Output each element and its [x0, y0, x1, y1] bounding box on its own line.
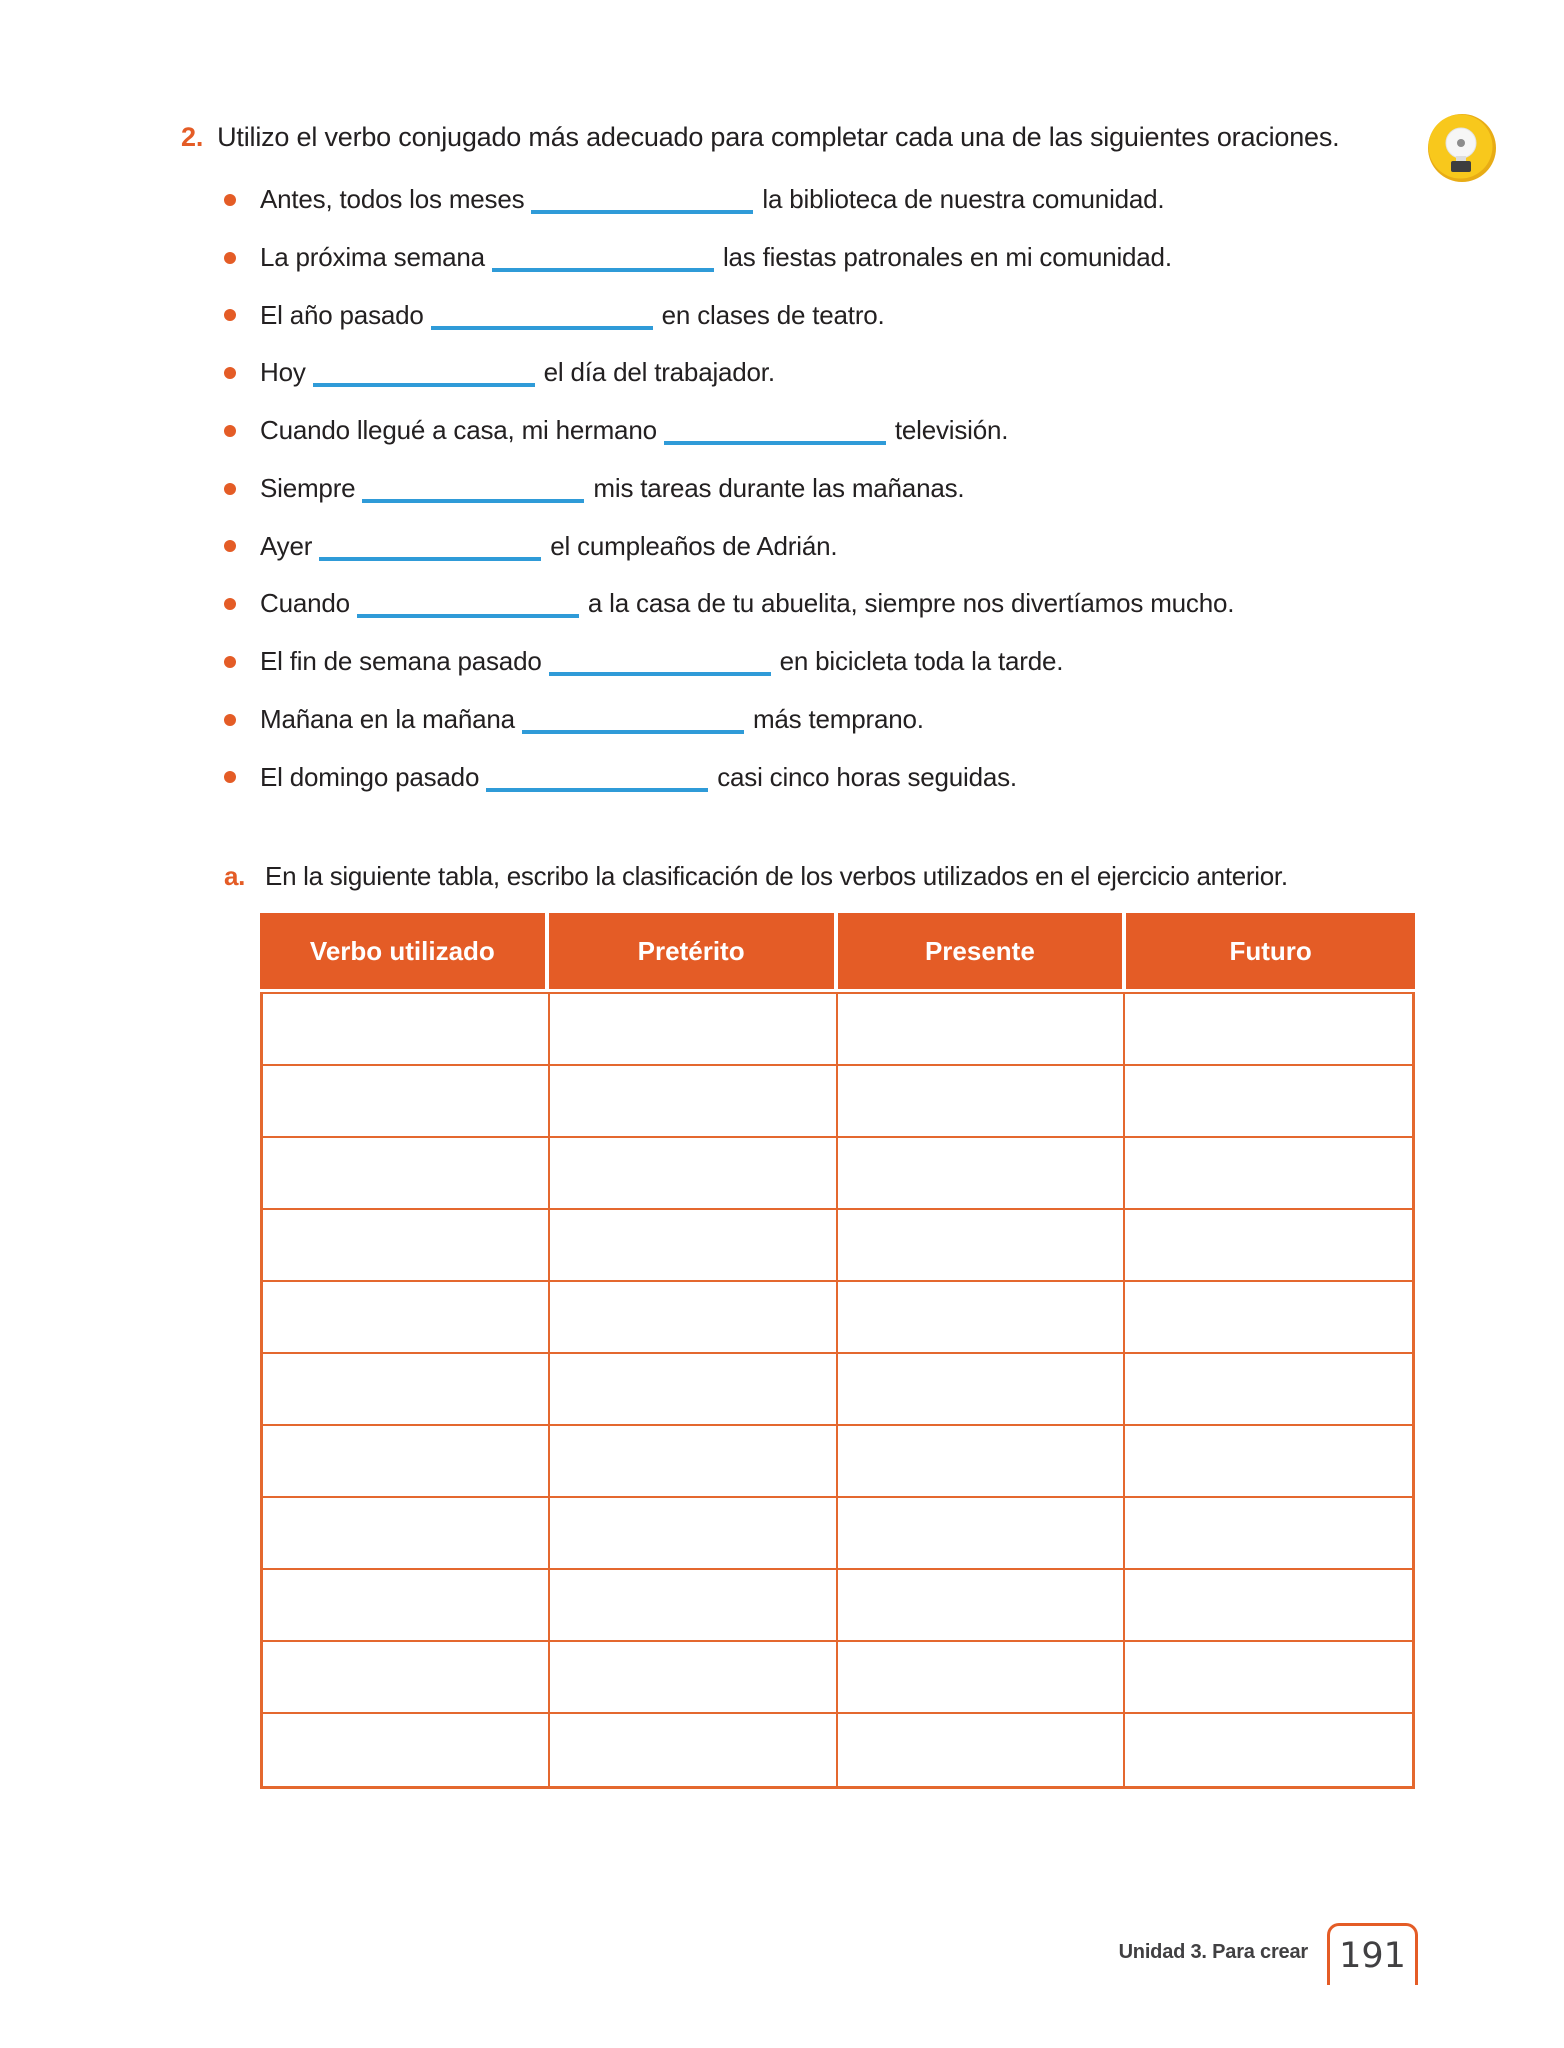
footer-section-label: Unidad 3. Para crear: [1118, 1941, 1308, 1963]
table-cell: [263, 1426, 550, 1498]
table-cell: [550, 1066, 837, 1138]
table-cell: [838, 1210, 1125, 1282]
sentence-text: Hoy: [260, 357, 306, 388]
table-body: [260, 992, 1415, 1789]
table-cell: [263, 994, 550, 1066]
table-cell: [1125, 1426, 1412, 1498]
table-cell: [838, 1138, 1125, 1210]
sentence-text: televisión.: [894, 415, 1009, 445]
table-header-cell: Futuro: [1229, 935, 1312, 966]
sentence-text: a la casa de tu abuelita, siempre nos divertíamos mucho.: [587, 588, 1235, 619]
table-cell: [1125, 1282, 1412, 1354]
sentence-item: [224, 691, 1494, 749]
sentence-text: Ayer: [260, 530, 313, 561]
table-header-row: [260, 913, 1415, 989]
table-cell: [838, 994, 1125, 1066]
sentence-item: [224, 402, 1494, 460]
sentence-text: Antes, todos los meses: [260, 184, 525, 214]
table-cell: [1125, 1138, 1412, 1210]
fill-blank-line: [522, 730, 744, 734]
table-cell: [550, 1210, 837, 1282]
table-header-cell: Presente: [838, 913, 1127, 989]
table-cell: [1125, 1714, 1412, 1786]
fill-blank-line: [431, 326, 653, 330]
table-cell: [550, 1426, 837, 1498]
table-cell: [550, 1138, 837, 1210]
sentence-item: [224, 287, 1494, 345]
table-cell: [263, 1570, 550, 1642]
sentence-text: casi cinco horas seguidas.: [717, 761, 1017, 792]
table-cell: [838, 1570, 1125, 1642]
table-cell: [263, 1498, 550, 1570]
table-header-cell: Verbo utilizado: [260, 913, 549, 989]
exercise-heading: [181, 118, 1426, 156]
page-number-box: [1327, 1923, 1418, 1985]
sub-item-a: [224, 858, 1494, 894]
sentence-text: más temprano.: [752, 703, 924, 734]
sentence-item: [224, 229, 1494, 287]
table-cell: [838, 1642, 1125, 1714]
table-cell: [550, 1498, 837, 1570]
fill-blank-line: [664, 441, 886, 445]
sentence-text: el cumpleaños de Adrián.: [550, 530, 838, 561]
table-cell: [838, 1354, 1125, 1426]
sentence-item: [224, 171, 1494, 229]
sentence-item: [224, 749, 1494, 807]
table-header-cell: Pretérito: [549, 913, 838, 989]
exercise-instruction: Utilizo el verbo conjugado más adecuado para completar cada una de las siguientes oraciones.: [217, 122, 1340, 152]
sentence-text: Siempre: [260, 472, 356, 503]
table-cell: [263, 1714, 550, 1786]
sentence-text: La próxima semana: [260, 241, 485, 272]
table-cell: [550, 1642, 837, 1714]
sentence-text: El domingo pasado: [260, 761, 480, 792]
sentence-text: El fin de semana pasado: [260, 646, 542, 676]
table-cell: [1125, 1354, 1412, 1426]
sentence-item: [224, 575, 1494, 633]
table-cell: [838, 1066, 1125, 1138]
table-cell: [838, 1426, 1125, 1498]
verb-classification-table: [260, 913, 1415, 1789]
sentence-text: el día del trabajador.: [543, 357, 775, 388]
table-cell: [550, 1714, 837, 1786]
fill-blank-line: [362, 499, 584, 503]
table-cell: [550, 1354, 837, 1426]
table-cell: [1125, 1210, 1412, 1282]
table-cell: [1125, 1066, 1412, 1138]
sub-item-marker: a.: [224, 861, 246, 891]
sentence-text: Cuando: [260, 588, 350, 619]
page-number: 191: [1339, 1935, 1406, 1976]
fill-blank-line: [492, 268, 714, 272]
sentence-item: [224, 460, 1494, 518]
table-cell: [550, 1570, 837, 1642]
table-cell: [1125, 1642, 1412, 1714]
table-cell: [1125, 994, 1412, 1066]
sentence-item: [224, 344, 1494, 402]
table-cell: [263, 1066, 550, 1138]
sentence-text: mis tareas durante las mañanas.: [593, 472, 965, 503]
fill-blank-line: [319, 557, 541, 561]
table-cell: [263, 1354, 550, 1426]
sentence-list: [224, 171, 1494, 806]
exercise-number: 2.: [181, 122, 204, 152]
sentence-item: [224, 518, 1494, 576]
table-cell: [263, 1210, 550, 1282]
fill-blank-line: [549, 672, 771, 676]
fill-blank-line: [357, 614, 579, 618]
fill-blank-line: [531, 210, 753, 214]
table-cell: [263, 1138, 550, 1210]
table-cell: [550, 994, 837, 1066]
table-cell: [1125, 1498, 1412, 1570]
sentence-text: en bicicleta toda la tarde.: [779, 646, 1064, 676]
table-cell: [1125, 1570, 1412, 1642]
sub-item-instruction: En la siguiente tabla, escribo la clasificación de los verbos utilizados en el ejercicio anterior.: [265, 861, 1288, 891]
sentence-text: la biblioteca de nuestra comunidad.: [762, 184, 1165, 214]
sentence-item: [224, 633, 1494, 691]
table-cell: [838, 1282, 1125, 1354]
table-cell: [263, 1642, 550, 1714]
fill-blank-line: [486, 788, 708, 792]
table-cell: [263, 1282, 550, 1354]
sentence-text: Cuando llegué a casa, mi hermano: [260, 415, 657, 445]
table-cell: [838, 1714, 1125, 1786]
table-cell: [838, 1498, 1125, 1570]
sentence-text: El año pasado: [260, 299, 424, 330]
fill-blank-line: [313, 383, 535, 387]
sentence-text: en clases de teatro.: [661, 299, 885, 330]
sentence-text: las fiestas patronales en mi comunidad.: [722, 241, 1172, 272]
table-cell: [550, 1282, 837, 1354]
sentence-text: Mañana en la mañana: [260, 703, 515, 734]
